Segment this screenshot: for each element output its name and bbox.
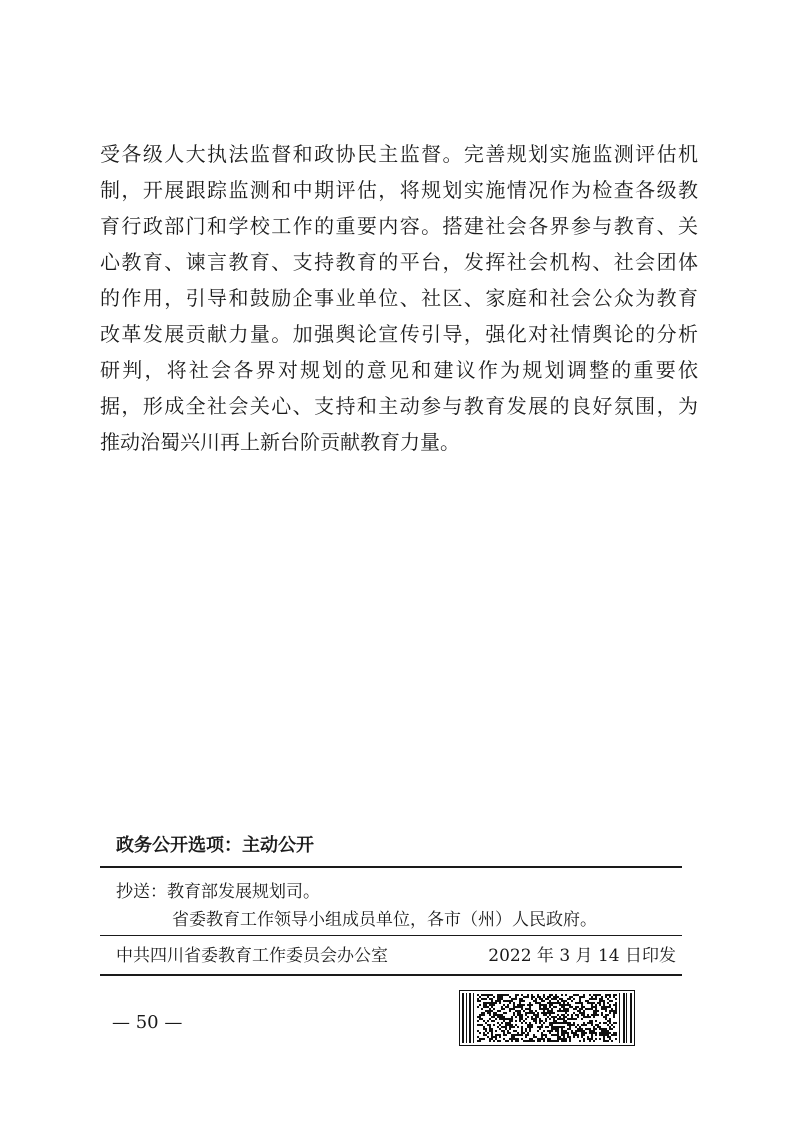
body-text [100,136,698,460]
cc-line-1: 抄送：教育部发展规划司。 [116,882,320,902]
body-line-7: 研判，将社会各界对规划的意见和建议作为规划调整的重要依 [100,358,698,382]
body-line-5: 的作用，引导和鼓励企事业单位、社区、家庭和社会公众为教育 [100,286,698,310]
cc-line-2: 省委教育工作领导小组成员单位，各市（州）人民政府。 [172,910,597,930]
body-line-8: 据，形成全社会关心、支持和主动参与教育发展的良好氛围，为 [100,394,698,418]
barcode-icon [459,990,635,1046]
barcode-graphic [460,991,634,1045]
divider-bottom [100,974,682,976]
divider-top [100,866,682,868]
divider-middle [100,935,682,936]
body-line-6: 改革发展贡献力量。加强舆论宣传引导，强化对社情舆论的分析 [100,322,698,346]
issue-date: 2022 年 3 月 14 日印发 [488,946,676,966]
page-number: — 50 — [112,1012,183,1033]
issuing-office: 中共四川省委教育工作委员会办公室 [116,946,388,966]
disclosure-option: 政务公开选项：主动公开 [116,835,314,856]
body-line-3: 育行政部门和学校工作的重要内容。搭建社会各界参与教育、关 [100,214,698,238]
body-line-1: 受各级人大执法监督和政协民主监督。完善规划实施监测评估机 [100,142,698,166]
cc-block [116,878,597,934]
body-line-2: 制，开展跟踪监测和中期评估，将规划实施情况作为检查各级教 [100,178,698,202]
body-line-4: 心教育、谏言教育、支持教育的平台，发挥社会机构、社会团体 [100,250,698,274]
body-line-9: 推动治蜀兴川再上新台阶贡献教育力量。 [100,430,460,454]
